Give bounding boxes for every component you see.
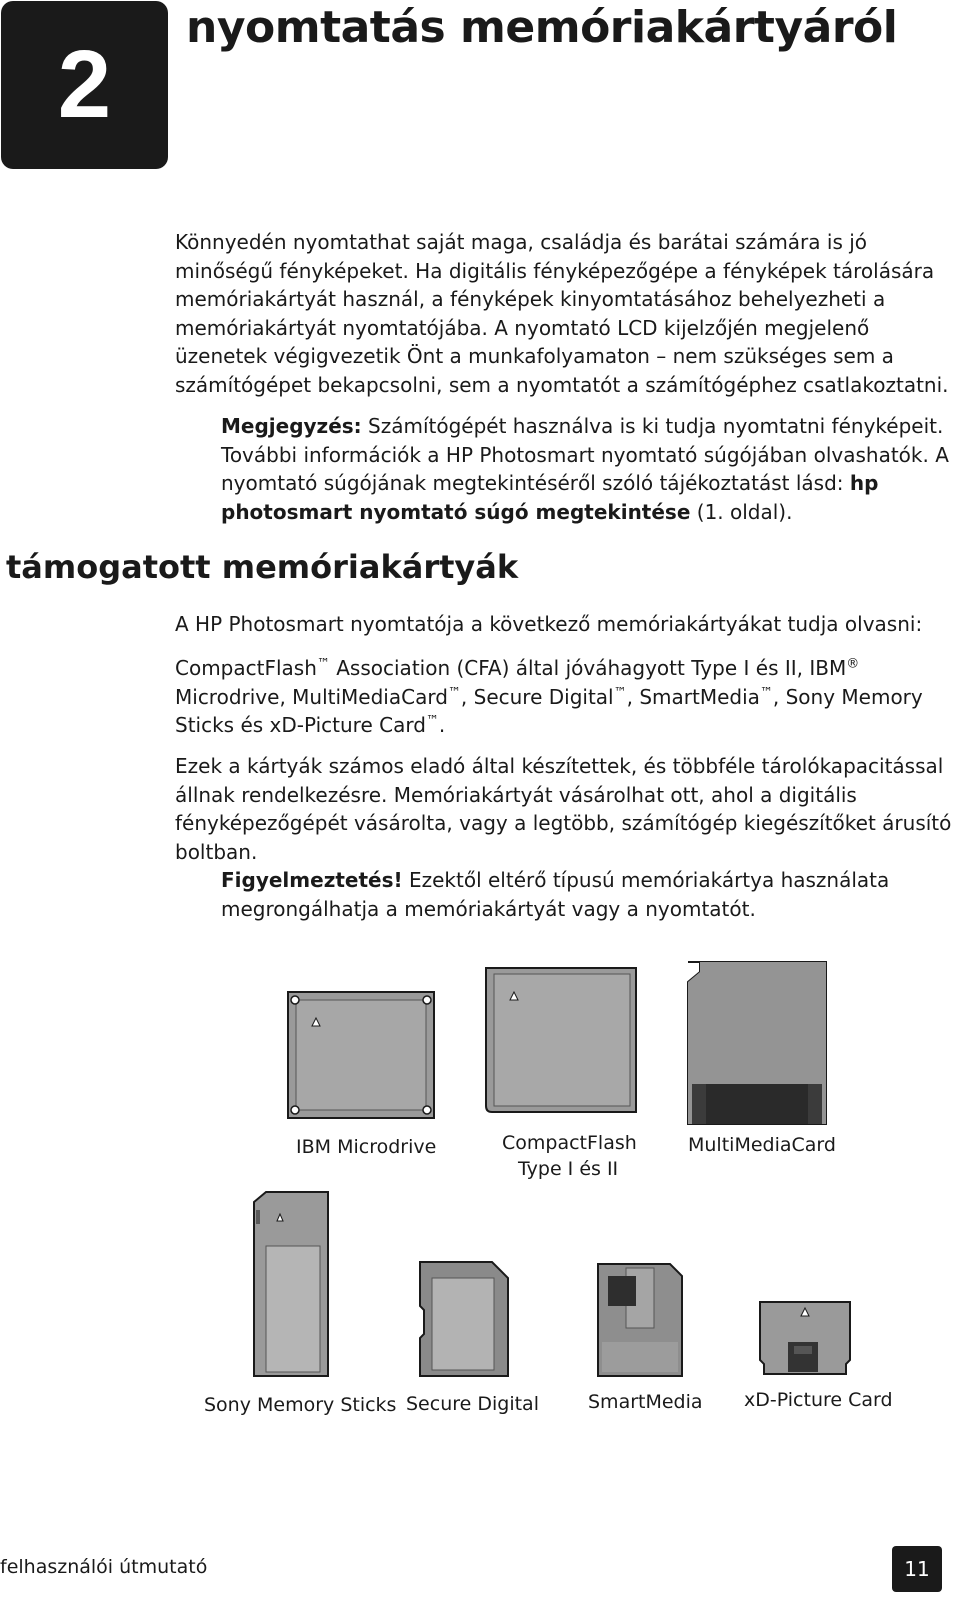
trademark-mark: ™ <box>613 684 627 700</box>
trademark-mark: ™ <box>759 684 773 700</box>
compactflash-label-line1: CompactFlash <box>502 1132 637 1154</box>
warning-paragraph <box>221 866 941 923</box>
secure-digital-label: Secure Digital <box>406 1393 539 1415</box>
sony-memory-stick-image <box>250 1190 330 1378</box>
ibm-microdrive-label: IBM Microdrive <box>296 1136 437 1158</box>
trademark-mark: ™ <box>316 656 330 672</box>
chapter-number-box <box>1 1 168 169</box>
availability-paragraph: Ezek a kártyák számos eladó által készítettek, és többféle tárolókapacitással állnak rendelkezésre. Memóriakártyát vásárolhat ott, ahol a digitális fényképezőgépét vásárolta, vagy a legtöbb, számítógép kiegészítőket árusító boltban. <box>175 754 952 864</box>
chapter-title: nyomtatás memóriakártyáról <box>186 2 898 53</box>
intro-paragraph: Könnyedén nyomtathat saját maga, családja és barátai számára is jó minőségű fényképeket. Ha digitális fényképezőgépe a fényképek tárolására memóriakártyát használ, a fényképek kinyomtatásához behelyezheti a memóriakártyát nyomtatójába. A nyomtató LCD kijelzőjén megjelenő üzenetek végigvezetik Önt a munkafolyamaton – nem szükséges sem a számítógépet bekapcsolni, sem a nyomtatót a számítógéphez csatlakoztatni. <box>175 230 949 397</box>
card-list-text: . <box>438 713 446 737</box>
card-list-text: , Secure Digital <box>460 684 614 709</box>
card-list-text: Microdrive, MultiMediaCard <box>175 684 448 709</box>
secure-digital-card-image <box>418 1260 510 1378</box>
card-list-paragraph <box>175 654 960 740</box>
note-text: Számítógépét használva is ki tudja nyomtatni fényképeit. További információk a HP Photosmart nyomtató súgójában olvashatók. A nyomtató súgójának megtekintéséről szóló tájékoztatást lásd: <box>221 414 949 495</box>
help-link[interactable]: hp photosmart nyomtató súgó megtekintése <box>221 471 879 524</box>
note-label: Megjegyzés: <box>221 414 362 438</box>
page-number-box <box>892 1546 942 1592</box>
card-list-text: , SmartMedia <box>626 684 760 709</box>
sony-memory-stick-label: Sony Memory Sticks <box>204 1394 397 1416</box>
note-suffix: (1. oldal). <box>690 499 793 524</box>
trademark-mark: ™ <box>425 713 439 729</box>
smartmedia-card-image <box>596 1262 684 1378</box>
smartmedia-label: SmartMedia <box>588 1391 703 1413</box>
xd-picture-card-image <box>758 1300 852 1376</box>
ibm-microdrive-card-image <box>286 990 436 1120</box>
compactflash-card-image <box>484 962 638 1114</box>
chapter-number: 2 <box>57 31 112 138</box>
note-paragraph <box>221 412 951 526</box>
card-list-text: Association (CFA) által jóváhagyott Type I és II, IBM <box>329 656 847 680</box>
card-list-text: CompactFlash <box>175 656 317 680</box>
xd-picture-card-label: xD-Picture Card <box>744 1389 893 1411</box>
warning-text: Ezektől eltérő típusú memóriakártya használata megrongálhatja a memóriakártyát vagy a nyomtatót. <box>221 868 890 921</box>
page-number: 11 <box>904 1557 930 1581</box>
section-title: támogatott memóriakártyák <box>6 548 519 586</box>
multimediacard-label: MultiMediaCard <box>688 1134 836 1156</box>
registered-mark: ® <box>846 656 860 672</box>
trademark-mark: ™ <box>447 684 461 700</box>
compactflash-label-line2: Type I és II <box>518 1158 619 1180</box>
footer-text: felhasználói útmutató <box>0 1556 208 1578</box>
section-lead: A HP Photosmart nyomtatója a következő memóriakártyákat tudja olvasni: <box>175 612 923 636</box>
card-list-text: , Sony Memory Sticks és xD-Picture Card <box>175 684 923 737</box>
multimediacard-image <box>686 960 828 1126</box>
warning-label: Figyelmeztetés! <box>221 868 403 892</box>
